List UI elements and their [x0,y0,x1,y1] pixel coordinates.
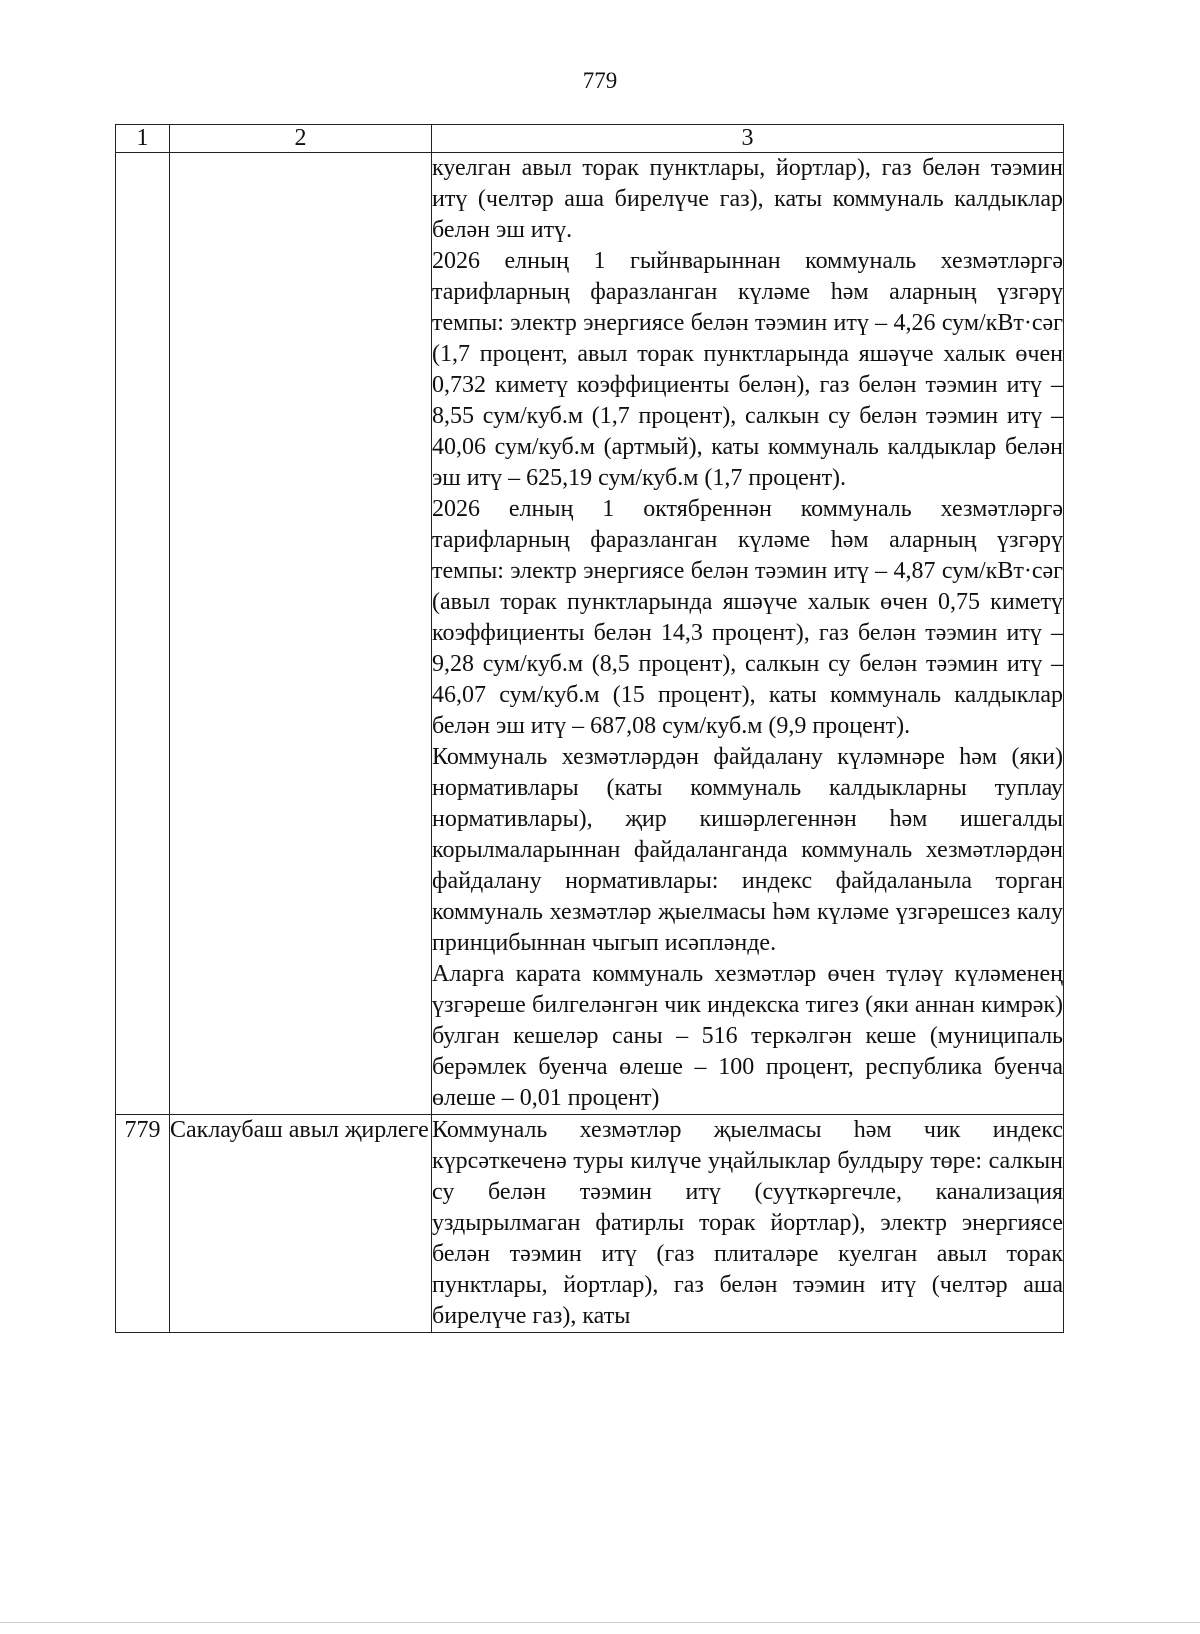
table-header-row [116,125,1064,153]
paragraph: Аларга карата коммуналь хезмәтләр өчен түләү күләменең үзгәреше билгеләнгән чик индекска тигез (яки аннан кимрәк) булган кешеләр саны – 516 теркәлгән кеше (муниципаль берәмлек буенча өлеше – 100 процент, республика буенча өлеше – 0,01 процент) [432,961,1063,1111]
header-col-3: 3 [432,125,1064,153]
paragraph: 2026 елның 1 гыйнварыннан коммуналь хезмәтләргә тарифларның фаразланган күләме һәм аларның үзгәрү темпы: электр энергиясе белән тәэмин итү – 4,26 сум/кВт·сәг (1,7 процент, авыл торак пунктларында яшәүче халык өчен 0,732 киметү коэффициенты белән), газ белән тәэмин итү – 8,55 сум/куб.м (1,7 процент), салкын су белән тәэмин итү – 40,06 сум/куб.м (артмый), каты коммуналь калдыклар белән эш итү – 625,19 сум/куб.м (1,7 процент). [432,248,1063,491]
paragraph: Коммуналь хезмәтләр җыелмасы һәм чик индекс күрсәткеченә туры килүче уңайлыклар булдыру төре: салкын су белән тәэмин итү (суүткәргечле, канализация уздырылмаган фатирлы торак йортлар), электр энергиясе белән тәэмин итү (газ плиталәре куелган авыл торак пунктлары, йортлар), газ белән тәэмин итү (челтәр аша бирелүче газ), каты [432,1117,1063,1329]
row-description [432,153,1064,1115]
settlement-name: Саклаубаш авыл җирлеге [170,1115,432,1333]
paragraph: 2026 елның 1 октябреннән коммуналь хезмәтләргә тарифларның фаразланган күләме һәм аларның үзгәрү темпы: электр энергиясе белән тәэмин итү – 4,87 сум/кВт·сәг (авыл торак пунктларында яшәүче халык өчен 0,75 киметү коэффициенты белән 14,3 процент), газ белән тәэмин итү – 9,28 сум/куб.м (8,5 процент), салкын су белән тәэмин итү – 46,07 сум/куб.м (15 процент), каты коммуналь калдыклар белән эш итү – 687,08 сум/куб.м (9,9 процент). [432,496,1063,739]
table-row [116,153,1064,1115]
paragraph: куелган авыл торак пунктлары, йортлар), газ белән тәэмин итү (челтәр аша бирелүче газ), каты коммуналь калдыклар белән эш итү. [432,155,1063,243]
row-description [432,1115,1064,1333]
header-col-2: 2 [170,125,432,153]
row-number [116,153,170,1115]
page-number: 779 [582,68,618,93]
scan-edge-line [0,1622,1200,1623]
table-row [116,1115,1064,1333]
tariff-table [115,124,1064,1333]
settlement-name [170,153,432,1115]
paragraph: Коммуналь хезмәтләрдән файдалану күләмнәре һәм (яки) нормативлары (каты коммуналь калдыкларны туплау нормативлары), җир кишәрлегеннән һәм ишегалды корылмаларыннан файдаланганда коммуналь хезмәтләрдән файдалану нормативлары: индекс файдаланыла торган коммуналь хезмәтләр җыелмасы һәм күләме үзгәрешсез калу принцибыннан чыгып исәпләнде. [432,744,1063,956]
header-col-1: 1 [116,125,170,153]
row-number: 779 [116,1115,170,1333]
